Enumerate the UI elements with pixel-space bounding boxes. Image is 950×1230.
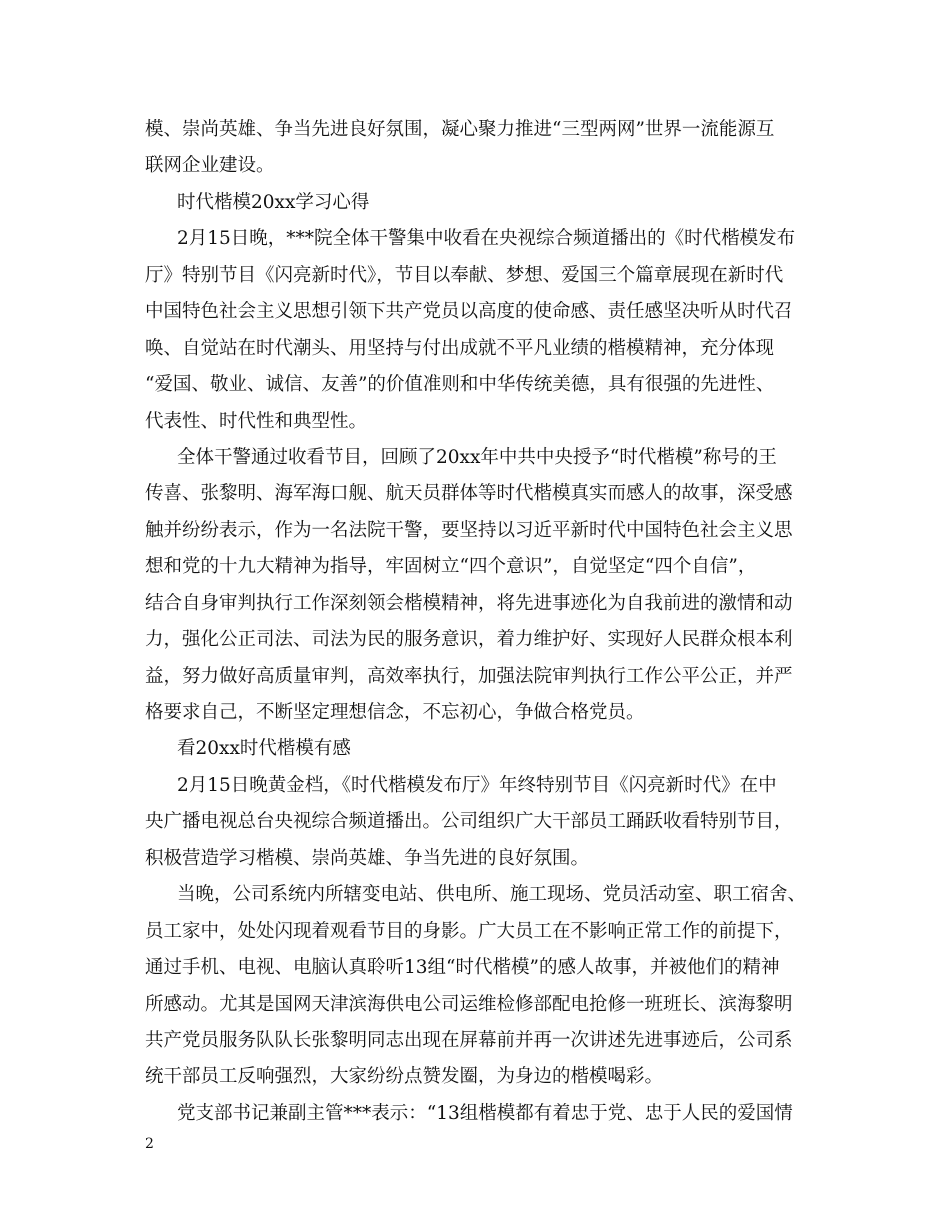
text-line: 看20xx时代楷模有感 <box>177 738 351 760</box>
text-line: 代表性、时代性和典型性。 <box>145 410 368 432</box>
text-line: 党支部书记兼副主管***表示：“13组楷模都有着忠于党、忠于人民的爱国情 <box>177 1102 793 1124</box>
document-body <box>145 112 825 1132</box>
text-line: 所感动。尤其是国网天津滨海供电公司运维检修部配电抢修一班班长、滨海黎明 <box>145 993 793 1015</box>
text-line: 模、崇尚英雄、争当先进良好氛围，凝心聚力推进“三型两网”世界一流能源互 <box>145 119 775 140</box>
text-line: 央广播电视总台央视综合频道播出。公司组织广大干部员工踊跃收看特别节目， <box>145 811 793 833</box>
text-line: 格要求自己，不断坚定理想信念，不忘初心，争做合格党员。 <box>145 702 645 723</box>
text-line: 结合自身审判执行工作深刻领会楷模精神，将先进事迹化为自我前进的激情和动 <box>145 592 793 614</box>
text-line: 员工家中，处处闪现着观看节目的身影。广大员工在不影响正常工作的前提下， <box>145 920 793 942</box>
text-line: 全体干警通过收看节目，回顾了20xx年中共中央授予“时代楷模”称号的王 <box>177 446 777 468</box>
text-line: 联网企业建设。 <box>145 155 275 177</box>
text-line: 通过手机、电视、电脑认真聆听13组“时代楷模”的感人故事，并被他们的精神 <box>145 957 780 979</box>
text-line: 益，努力做好高质量审判，高效率执行，加强法院审判执行工作公平公正，并严 <box>145 665 793 687</box>
text-line: 中国特色社会主义思想引领下共产党员以高度的使命感、责任感坚决听从时代召 <box>145 301 793 323</box>
text-line: 传喜、张黎明、海军海口舰、航天员群体等时代楷模真实而感人的故事，深受感 <box>145 483 793 505</box>
text-line: “爱国、敬业、诚信、友善”的价值准则和中华传统美德，具有很强的先进性、 <box>145 374 775 396</box>
text-line: 时代楷模20xx学习心得 <box>177 191 370 213</box>
page-number: 2 <box>145 1136 154 1152</box>
text-line: 2月15日晚黄金档，《时代楷模发布厅》年终特别节目《闪亮新时代》在中 <box>177 774 777 796</box>
text-line: 力，强化公正司法、司法为民的服务意识，着力维护好、实现好人民群众根本利 <box>145 629 793 651</box>
text-line: 唤、自觉站在时代潮头、用坚持与付出成就不平凡业绩的楷模精神，充分体现 <box>145 337 775 359</box>
text-line: 统干部员工反响强烈，大家纷纷点赞发圈，为身边的楷模喝彩。 <box>145 1066 664 1088</box>
text-line: 触并纷纷表示，作为一名法院干警，要坚持以习近平新时代中国特色社会主义思 <box>145 519 793 541</box>
text-line: 想和党的十九大精神为指导，牢固树立“四个意识”，自觉坚定“四个自信”， <box>145 556 757 578</box>
text-line: 当晚，公司系统内所辖变电站、供电所、施工现场、党员活动室、职工宿舍、 <box>177 884 807 906</box>
text-line: 2月15日晚，***院全体干警集中收看在央视综合频道播出的《时代楷模发布 <box>177 228 796 250</box>
text-line: 厅》特别节目《闪亮新时代》，节目以奉献、梦想、爱国三个篇章展现在新时代 <box>145 264 784 286</box>
text-line: 共产党员服务队队长张黎明同志出现在屏幕前并再一次讲述先进事迹后，公司系 <box>145 1029 793 1051</box>
text-line: 积极营造学习楷模、崇尚英雄、争当先进的良好氛围。 <box>145 847 590 869</box>
